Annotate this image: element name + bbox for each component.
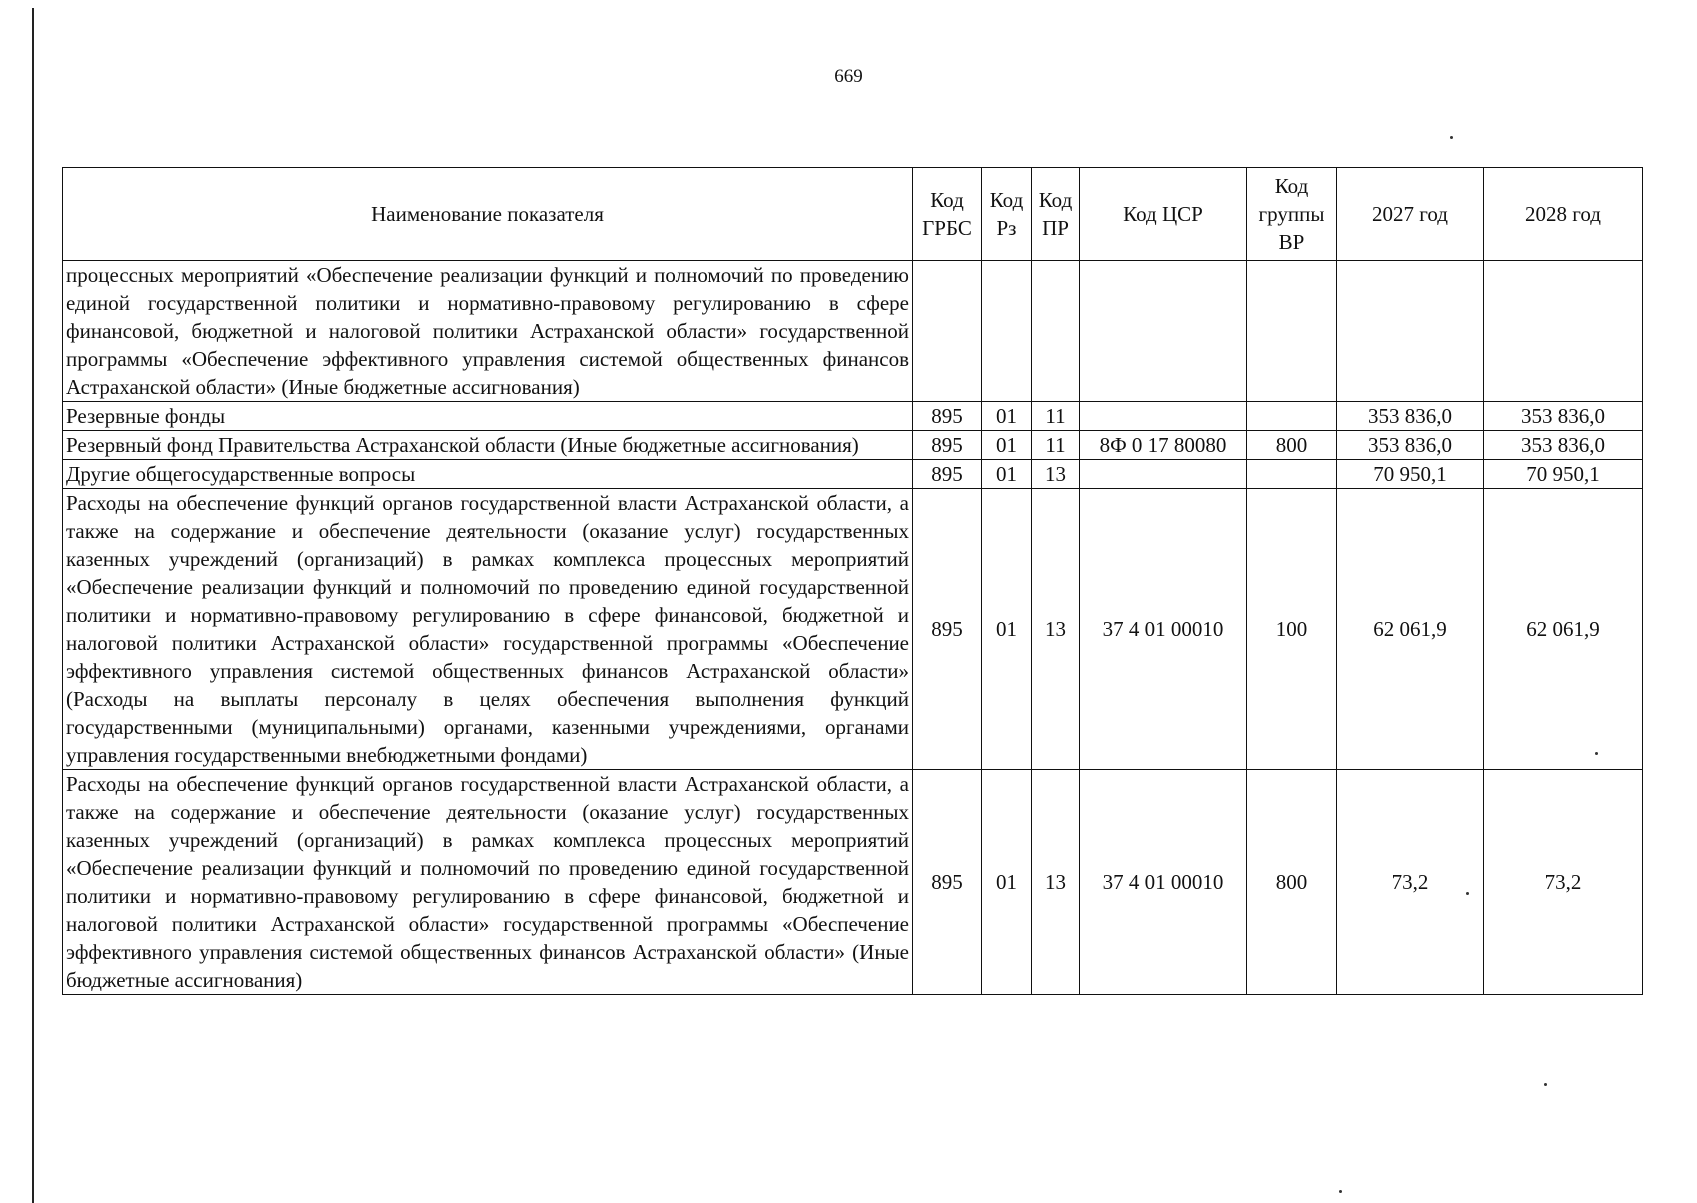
row-csr: 37 4 01 00010 xyxy=(1080,489,1247,770)
row-2027: 353 836,0 xyxy=(1337,402,1484,431)
table-row xyxy=(63,431,1643,460)
row-csr xyxy=(1080,460,1247,489)
row-2028: 62 061,9 xyxy=(1484,489,1643,770)
header-grbs: Код ГРБС xyxy=(913,168,982,261)
header-csr: Код ЦСР xyxy=(1080,168,1247,261)
row-2028: 73,2 xyxy=(1484,770,1643,995)
row-grbs: 895 xyxy=(913,770,982,995)
table-row xyxy=(63,402,1643,431)
row-pr: 13 xyxy=(1032,770,1080,995)
scan-speck xyxy=(1544,1083,1547,1086)
row-rz: 01 xyxy=(982,460,1032,489)
row-grbs: 895 xyxy=(913,402,982,431)
row-grbs: 895 xyxy=(913,489,982,770)
row-csr: 8Ф 0 17 80080 xyxy=(1080,431,1247,460)
page-number: 669 xyxy=(834,66,863,87)
header-rz: Код Рз xyxy=(982,168,1032,261)
row-rz: 01 xyxy=(982,431,1032,460)
row-name: Расходы на обеспечение функций органов государственной власти Астраханской области, а также на содержание и обеспечение деятельности (оказание услуг) государственных казенных учреждений (организаций) в рамках комплекса процессных мероприятий «Обеспечение реализации функций и полномочий по проведению единой государственной политики и нормативно-правовому регулированию в сфере финансовой, бюджетной и налоговой политики Астраханской области» государственной программы «Обеспечение эффективного управления системой общественных финансов Астраханской области» (Расходы на выплаты персоналу в целях обеспечения выполнения функций государственными (муниципальными) органами, казенными учреждениями, органами управления государственными внебюджетными фондами) xyxy=(63,489,913,770)
row-name: Расходы на обеспечение функций органов государственной власти Астраханской области, а также на содержание и обеспечение деятельности (оказание услуг) государственных казенных учреждений (организаций) в рамках комплекса процессных мероприятий «Обеспечение реализации функций и полномочий по проведению единой государственной политики и нормативно-правовому регулированию в сфере финансовой, бюджетной и налоговой политики Астраханской области» государственной программы «Обеспечение эффективного управления системой общественных финансов Астраханской области» (Иные бюджетные ассигнования) xyxy=(63,770,913,995)
scan-speck xyxy=(1450,136,1453,139)
table-header xyxy=(63,168,1643,261)
row-2028 xyxy=(1484,261,1643,402)
row-2027: 62 061,9 xyxy=(1337,489,1484,770)
row-rz xyxy=(982,261,1032,402)
row-name: Резервные фонды xyxy=(63,402,913,431)
row-2028: 353 836,0 xyxy=(1484,431,1643,460)
row-grbs: 895 xyxy=(913,431,982,460)
row-vr: 100 xyxy=(1247,489,1337,770)
binding-margin-line xyxy=(32,8,34,1203)
row-name: Другие общегосударственные вопросы xyxy=(63,460,913,489)
table-row xyxy=(63,261,1643,402)
row-rz: 01 xyxy=(982,402,1032,431)
row-csr: 37 4 01 00010 xyxy=(1080,770,1247,995)
scan-speck xyxy=(1466,892,1469,895)
row-pr: 13 xyxy=(1032,460,1080,489)
row-2028: 353 836,0 xyxy=(1484,402,1643,431)
row-grbs xyxy=(913,261,982,402)
row-rz: 01 xyxy=(982,770,1032,995)
row-pr: 11 xyxy=(1032,431,1080,460)
scan-speck xyxy=(1595,752,1598,755)
row-pr xyxy=(1032,261,1080,402)
header-2027: 2027 год xyxy=(1337,168,1484,261)
header-row xyxy=(63,168,1643,261)
row-vr xyxy=(1247,261,1337,402)
row-name: Резервный фонд Правительства Астраханской области (Иные бюджетные ассигнования) xyxy=(63,431,913,460)
header-name: Наименование показателя xyxy=(63,168,913,261)
row-2027: 353 836,0 xyxy=(1337,431,1484,460)
row-name: процессных мероприятий «Обеспечение реализации функций и полномочий по проведению единой государственной политики и нормативно-правовому регулированию в сфере финансовой, бюджетной и налоговой политики Астраханской области» государственной программы «Обеспечение эффективного управления системой общественных финансов Астраханской области» (Иные бюджетные ассигнования) xyxy=(63,261,913,402)
table-body xyxy=(63,261,1643,995)
row-pr: 11 xyxy=(1032,402,1080,431)
table-row xyxy=(63,770,1643,995)
budget-table xyxy=(62,167,1643,995)
row-vr: 800 xyxy=(1247,431,1337,460)
row-2027: 70 950,1 xyxy=(1337,460,1484,489)
row-vr xyxy=(1247,460,1337,489)
header-vr: Код группы ВР xyxy=(1247,168,1337,261)
row-rz: 01 xyxy=(982,489,1032,770)
header-pr: Код ПР xyxy=(1032,168,1080,261)
scan-speck xyxy=(1339,1190,1342,1193)
table-row xyxy=(63,489,1643,770)
row-vr: 800 xyxy=(1247,770,1337,995)
row-pr: 13 xyxy=(1032,489,1080,770)
row-2027 xyxy=(1337,261,1484,402)
row-vr xyxy=(1247,402,1337,431)
table-row xyxy=(63,460,1643,489)
row-csr xyxy=(1080,402,1247,431)
header-2028: 2028 год xyxy=(1484,168,1643,261)
row-grbs: 895 xyxy=(913,460,982,489)
row-csr xyxy=(1080,261,1247,402)
row-2028: 70 950,1 xyxy=(1484,460,1643,489)
row-2027: 73,2 xyxy=(1337,770,1484,995)
